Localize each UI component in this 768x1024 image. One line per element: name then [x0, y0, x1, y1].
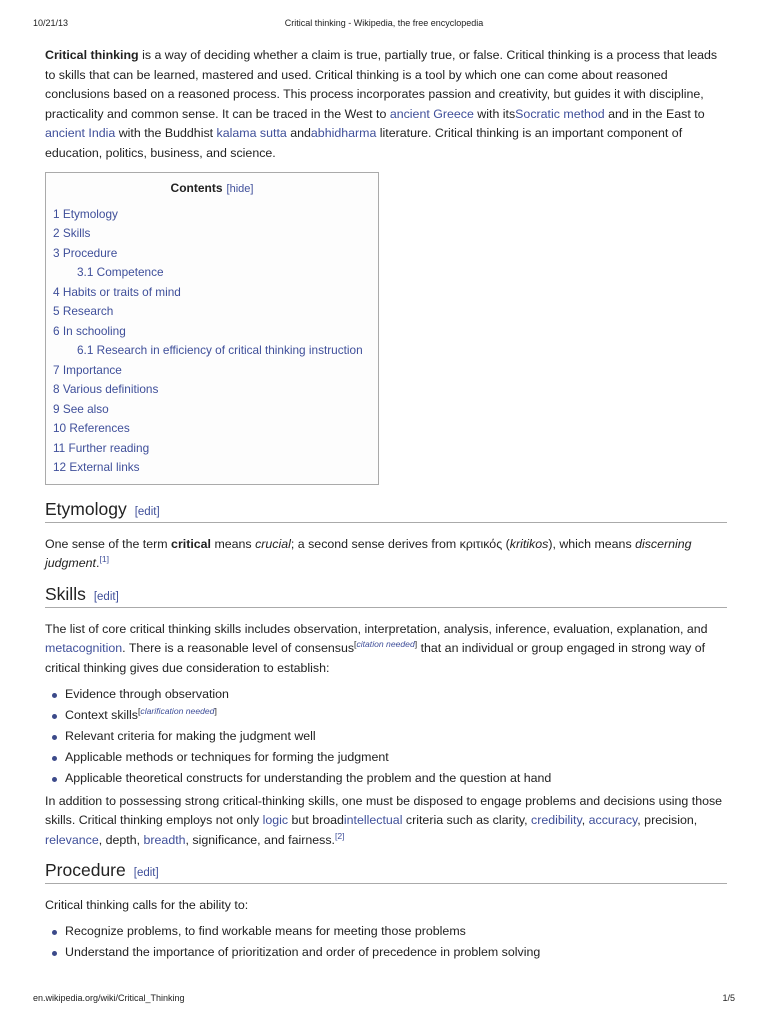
link-logic[interactable]: logic [262, 813, 289, 828]
skills-text: The list of core critical thinking skills includes observation, interpretation, analysis, inference, evaluation, explanation, and [45, 621, 708, 636]
link-socratic-method[interactable]: Socratic method [515, 106, 605, 121]
toc-item [53, 283, 371, 303]
print-header-date: 10/21/13 [33, 18, 69, 28]
skills-text: . There is a reasonable level of consensus [122, 641, 355, 656]
skills-paragraph-1 [45, 620, 727, 679]
list-item: Relevant criteria for making the judgment well [45, 726, 727, 747]
skills-text: , significance, and fairness. [185, 832, 336, 847]
intro-bold-term: Critical thinking [45, 48, 139, 62]
etymology-text: . [95, 556, 100, 571]
section-skills [45, 584, 727, 851]
etymology-italic: kritikos [509, 536, 549, 551]
heading-etymology [45, 499, 727, 523]
section-procedure [45, 860, 727, 963]
link-intellectual[interactable]: intellectual [343, 813, 403, 828]
list-item: Evidence through observation [45, 684, 727, 705]
skills-text: , precision, [637, 813, 698, 828]
print-footer-url: en.wikipedia.org/wiki/Critical_Thinking [33, 993, 185, 1003]
toc-link-see-also[interactable]: 9 See also [53, 401, 109, 416]
skills-paragraph-2 [45, 792, 727, 851]
print-footer-page: 1/5 [722, 993, 735, 1003]
edit-procedure-link[interactable]: [edit] [133, 867, 159, 880]
link-metacognition[interactable]: metacognition [45, 641, 123, 656]
toc-hide-link[interactable]: [hide] [226, 182, 254, 195]
intro-text: and in the East to [604, 106, 705, 121]
skills-bullet-list [45, 684, 727, 789]
intro-text: with its [473, 106, 516, 121]
procedure-intro: Critical thinking calls for the ability to: [45, 898, 249, 913]
toc-link-various-definitions[interactable]: 8 Various definitions [53, 382, 159, 397]
heading-etymology-label: Etymology [45, 498, 127, 519]
skills-text: , [581, 813, 589, 828]
toc-link-importance[interactable]: 7 Importance [53, 362, 122, 377]
etymology-text: ), which means [548, 536, 636, 551]
toc-item [53, 322, 371, 342]
citation-needed-link[interactable]: citation needed [356, 639, 415, 650]
intro-text: literature. Critical thinking is an important component of education, politics, business, and science. [45, 126, 683, 160]
citation-needed-note [354, 639, 417, 649]
toc-link-research-efficiency[interactable]: 6.1 Research in efficiency of critical thinking instruction [77, 343, 363, 358]
heading-procedure [45, 860, 727, 884]
skills-text: criteria such as clarity, [402, 813, 531, 828]
toc-item [53, 341, 371, 361]
list-item-text: Context skills [65, 707, 138, 722]
link-accuracy[interactable]: accuracy [588, 813, 638, 828]
reference-1-link[interactable]: [1] [99, 554, 109, 565]
toc-item [53, 380, 371, 400]
toc-item [53, 419, 371, 439]
heading-skills [45, 584, 727, 608]
etymology-text: One sense of the term [45, 536, 172, 551]
table-of-contents [45, 172, 379, 485]
link-credibility[interactable]: credibility [531, 813, 582, 828]
heading-procedure-label: Procedure [45, 860, 126, 881]
link-ancient-india[interactable]: ancient India [45, 126, 116, 141]
reference-2-link[interactable]: [2] [335, 830, 345, 841]
toc-link-references[interactable]: 10 References [53, 421, 130, 436]
print-header-title: Critical thinking - Wikipedia, the free encyclopedia [284, 18, 484, 28]
heading-skills-label: Skills [45, 583, 86, 604]
citation-bracket: [ [354, 639, 357, 650]
toc-link-further-reading[interactable]: 11 Further reading [53, 440, 150, 455]
link-kalama-sutta[interactable]: kalama sutta [216, 126, 287, 141]
etymology-text: ; a second sense derives from κριτικός ( [290, 536, 510, 551]
toc-item [53, 400, 371, 420]
intro-text: is a way of deciding whether a claim is true, partially true, or false. Critical thinking is a process that leads to skills that can be learned, mastered and used. Critical thinking is a tool by which one can come about reasoned conclusions based on a reasoned process. This process incorporates passion and creativity, but guides it with discipline, practicality and common sense. It can be traced in the West to [45, 48, 718, 121]
list-item [45, 705, 727, 726]
intro-text: with the Buddhist [115, 126, 217, 141]
skills-text: but broad [288, 813, 344, 828]
toc-link-habits[interactable]: 4 Habits or traits of mind [53, 284, 181, 299]
toc-link-research[interactable]: 5 Research [53, 304, 114, 319]
link-abhidharma[interactable]: abhidharma [310, 126, 377, 141]
toc-link-competence[interactable]: 3.1 Competence [77, 265, 164, 280]
toc-link-skills[interactable]: 2 Skills [53, 226, 91, 241]
section-etymology [45, 499, 727, 574]
link-ancient-greece[interactable]: ancient Greece [389, 106, 474, 121]
etymology-italic: crucial [255, 536, 291, 551]
etymology-text: means [211, 536, 256, 551]
intro-text: and [286, 126, 311, 141]
procedure-bullet-list [45, 921, 727, 963]
edit-skills-link[interactable]: [edit] [93, 590, 119, 603]
toc-title-label: Contents [170, 180, 223, 195]
etymology-bold-term: critical [171, 536, 211, 551]
toc-item [53, 205, 371, 225]
toc-link-etymology[interactable]: 1 Etymology [53, 206, 118, 221]
toc-link-in-schooling[interactable]: 6 In schooling [53, 323, 126, 338]
skills-text: In addition to possessing strong critical-thinking skills, one must be disposed to engage problems and decisions using those skills. Critical thinking employs not only [45, 793, 723, 828]
etymology-italic: discerning judgment [45, 536, 692, 571]
toc-item [53, 458, 371, 478]
skills-text: that an individual or group engaged in strong way of critical thinking gives due consideration to establish: [45, 641, 706, 675]
citation-bracket: ] [414, 639, 418, 650]
toc-item [53, 302, 371, 322]
edit-etymology-link[interactable]: [edit] [134, 505, 160, 518]
link-breadth[interactable]: breadth [143, 832, 186, 847]
clarification-needed-link[interactable]: clarification needed [140, 705, 215, 716]
list-item: Applicable theoretical constructs for understanding the problem and the question at hand [45, 768, 727, 789]
link-relevance[interactable]: relevance [45, 832, 99, 847]
toc-item [53, 263, 371, 283]
etymology-paragraph [45, 535, 727, 574]
skills-text: , depth, [98, 832, 144, 847]
toc-item [53, 361, 371, 381]
intro-paragraph [45, 46, 727, 164]
toc-item [53, 244, 371, 264]
toc-link-external-links[interactable]: 12 External links [53, 460, 140, 475]
list-item: Recognize problems, to find workable means for meeting those problems [45, 921, 727, 942]
article-content [45, 46, 727, 973]
list-item: Applicable methods or techniques for forming the judgment [45, 747, 727, 768]
toc-item [53, 224, 371, 244]
toc-item [53, 439, 371, 459]
clarification-needed-note: [clarification needed] [138, 705, 217, 716]
toc-title [53, 181, 371, 195]
toc-link-procedure[interactable]: 3 Procedure [53, 245, 118, 260]
toc-list [53, 205, 371, 478]
list-item: Understand the importance of prioritization and order of precedence in problem solving [45, 942, 727, 963]
